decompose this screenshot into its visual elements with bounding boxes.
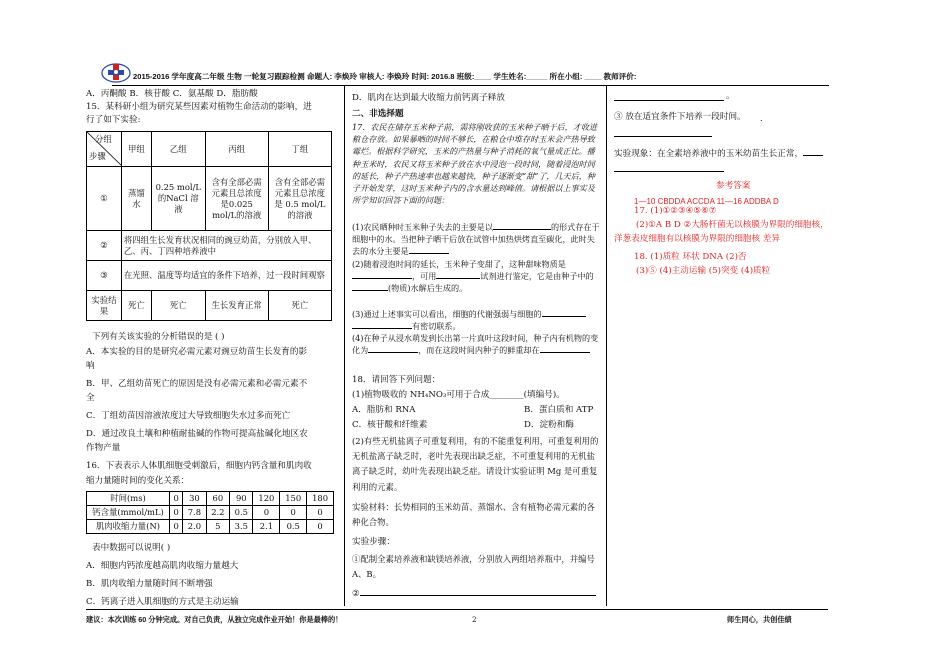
q17-part2-text: ，可用 (412, 271, 437, 282)
footer-rule (86, 609, 828, 610)
answer-blank[interactable] (540, 352, 590, 353)
q17-part1-text: 的形式存在于细胞中的水。当把种子晒干后放在试管中加热烘烤直至碳化，此时失去的水分主要是 (352, 222, 600, 257)
answer-blank[interactable] (409, 253, 449, 254)
q18-option-b: B．蛋白质和 ATP (524, 405, 594, 415)
answer-blank[interactable] (614, 100, 724, 101)
t16-cell: 0 (170, 492, 183, 506)
t16-cell: 0.5 (280, 520, 307, 534)
t16-cell: 0.5 (230, 506, 253, 520)
t16-row-label: 时间(ms) (87, 492, 170, 506)
table-corner-cell (87, 132, 122, 167)
column-divider-2 (606, 86, 607, 606)
table-cell: 死亡 (121, 291, 151, 321)
q16-option-d: D．肌肉在达到最大收缩力前钙离子释放 (352, 93, 505, 103)
answer-blank[interactable] (614, 171, 724, 172)
answer-blank[interactable] (360, 595, 596, 596)
q18-option-a: A．脂肪和 RNA (352, 405, 416, 415)
t16-cell: 0 (307, 520, 334, 534)
t16-cell: 2.1 (253, 520, 280, 534)
q16-option-a: A．细胞内钙浓度越高肌肉收缩力量越大 (86, 561, 239, 571)
corner-top-label: 分组 (95, 134, 112, 144)
phenomenon-label: 实验现象：在全素培养液中的玉米幼苗生长正常， (614, 149, 804, 159)
phenomenon-text (614, 148, 823, 161)
q18-step2 (352, 588, 596, 601)
answer-blank[interactable] (352, 290, 388, 291)
answer-blank[interactable] (352, 278, 412, 279)
q17-part2-text: (物质)水解后生成的。 (388, 283, 468, 294)
q15-option-d: D．通过改良土壤和种植耐盐碱的作物可提高盐碱化地区农 (86, 429, 308, 439)
table-cell: 0.25 mol/L 的NaCl 溶液 (151, 167, 205, 231)
q17-part2-text: 试剂进行鉴定，它是由种子中的 (480, 271, 594, 282)
table-row-label: 实验结果 (87, 291, 122, 321)
corner-bottom-label: 步骤 (89, 151, 106, 161)
q15-option-a: 响 (86, 361, 95, 371)
table-cell: 在光照、温度等均适宜的条件下培养，过一段时间观察 (121, 261, 331, 291)
q17-part4-text: ，而在这段时间内种子的鲜重却在 (418, 345, 540, 356)
table-row-label: ② (87, 231, 122, 261)
q16-question: 表中数据可以说明( ) (92, 543, 171, 553)
q15-option-c: C．丁组幼苗因溶液浓度过大导致细胞失水过多而死亡 (86, 411, 291, 421)
table-row-label: ③ (87, 261, 122, 291)
t16-cell: 60 (206, 492, 229, 506)
answer-key-line: 1—10 CBDDA ACCDA 11—16 ADDBA D (634, 197, 779, 206)
t16-row-label: 钙含量(mmol/mL) (87, 506, 170, 520)
step3-text: ③ 放在适宜条件下培养一段时间。 (614, 112, 746, 122)
column-divider-1 (344, 86, 345, 606)
q17-paragraph: 17．农民在储存玉米种子前，需将刚收获的玉米种子晒干后，才收进粮仓存放。如果暴晒的时间不够长，在粮仓中堆存时玉米会产热导致霉烂。根据科学研究，玉米的产热量与种子消耗的氧气量成正比。播种玉米时，农民又将玉米种子放在水中浸泡一段时间，随着浸泡时间的延长，种子产热速率也越来越快，种子逐渐变“甜”了，几天后，种子开始发芽，这时玉米种子内的含水量达到峰值。请根据以上事实及所学知识回答下面的问题： (352, 122, 598, 206)
answer-blank[interactable] (542, 316, 586, 317)
q17-part4-text: (4)在种子从浸水萌发到长出第一片真叶这段时间，种子内有机物的变化为 (352, 333, 599, 356)
q17-part3-text: (3)通过上述事实可以看出，细胞的代谢强弱与细胞的 (352, 309, 542, 319)
q15-question: 下列有关该实验的分析错误的是 ( ) (92, 332, 225, 342)
table-row-label: ① (87, 167, 122, 231)
t16-cell: 0 (253, 506, 280, 520)
q17-part1-text: (1)农民晒种时玉米种子失去的主要是以 (352, 222, 493, 232)
school-logo (100, 60, 132, 84)
footer-motto: 师生同心，共创佳绩 (727, 615, 792, 624)
t16-cell: 2.0 (183, 520, 206, 534)
answer-key-line: 洋葱表皮细胞有以核膜为界限的细胞核 差异 (614, 234, 781, 244)
table-header-cell: 乙组 (151, 132, 205, 167)
answer-blank[interactable] (493, 229, 551, 230)
q18-materials: 实验材料：长势相同的玉米幼苗、蒸馏水、含有植物必需元素的各种化合物。 (352, 502, 595, 528)
section-title: 二、非选择题 (352, 109, 404, 119)
t16-cell: 0 (170, 506, 183, 520)
q15-stem: 15．某科研小组为研究某些因素对植物生命活动的影响，进 (86, 102, 312, 112)
table-cell: 将四组生长发育状况相同的豌豆幼苗，分别放入甲、乙、丙、丁四种培养液中 (121, 231, 331, 261)
t16-cell: 0 (170, 520, 183, 534)
q17-part2 (352, 258, 600, 295)
q18-step1: ①配制全素培养液和缺镁培养液，分别放入两组培养瓶中，并编号 A、B。 (352, 554, 595, 580)
q15-option-b: 全 (86, 393, 95, 403)
answer-blank[interactable] (352, 328, 412, 329)
q14-options: A．丙酮酸 B．核苷酸 C．氨基酸 D．脂肪酸 (86, 89, 258, 99)
q16-stem: 16．下表表示人体肌细胞受刺激后，细胞内钙含量和肌肉收 (86, 461, 312, 471)
t16-cell: 150 (280, 492, 307, 506)
q17-part3-text: 有密切联系。 (412, 321, 461, 332)
step3-mark: . (760, 114, 763, 124)
t16-cell: 120 (253, 492, 280, 506)
t16-cell: 180 (307, 492, 334, 506)
q17-part3 (352, 308, 600, 332)
q16-stem: 缩力量随时间的变化关系： (86, 476, 190, 486)
table-cell: 死亡 (268, 291, 331, 321)
t16-cell: 0 (307, 506, 334, 520)
table-cell: 含有全部必需元素且总浓度是0.025 mol/L的溶液 (205, 167, 268, 231)
q17-part2-text: (2)随着浸泡时间的延长，玉米种子变甜了，这种甜味物质是 (352, 259, 566, 269)
table-header-cell: 丁组 (268, 132, 331, 167)
answer-key-line: (3)⑤ (4)主动运输 (5)突变 (4)质粒 (636, 266, 771, 276)
q15-option-a: A．本实验的目的是研究必需元素对豌豆幼苗生长发育的影 (86, 347, 308, 357)
answer-blank[interactable] (436, 278, 480, 279)
answer-blank[interactable] (614, 136, 712, 137)
t16-row-label: 肌肉收缩力量(N) (87, 520, 170, 534)
header-rule (112, 85, 829, 86)
table-header-cell: 丙组 (205, 132, 268, 167)
table-cell: 含有全部必需元素且总浓度是 0.5 mol/L 的溶液 (268, 167, 331, 231)
table-cell: 死亡 (151, 291, 205, 321)
t16-cell: 30 (183, 492, 206, 506)
q18-option-d: D．淀粉和酶 (524, 420, 574, 430)
table-header-cell: 甲组 (121, 132, 151, 167)
page-header-title: 2015-2016 学年度高二年级 生物 一轮复习跟踪检测 命题人: 李焕玲 审核人: 李焕玲 时间: 2016.8 班级:____ 学生姓名:_____ 所在小组: ____ 教师评价: (133, 72, 637, 81)
t16-cell: 90 (230, 492, 253, 506)
t16-cell: 2.2 (206, 506, 229, 520)
page-number: 2 (472, 615, 477, 624)
q18-part2: (2)有些无机盐离子可重复利用，有的不能重复利用，可重复利用的无机盐离子缺乏时，老叶先表现出缺乏症，不可重复利用的无机盐离子缺乏时，幼叶先表现出缺乏症。请设计实验证明 Mg 是可重复利用的元素。 (352, 436, 599, 492)
q18-option-c: C．核苷酸和纤维素 (352, 420, 428, 430)
q17-part4 (352, 332, 600, 356)
answer-key-line: (2)①A B D ②大肠杆菌无以核膜为界限的细胞核， (636, 220, 829, 230)
q18-steps-title: 实验步骤： (352, 537, 395, 547)
answer-key-title: 参考答案 (716, 181, 751, 191)
footer-advice: 建议：本次训练 60 分钟完成。对自己负责，从独立完成作业开始！你是最棒的！ (86, 615, 343, 624)
answer-key-line: 18. (1)质粒 环状 DNA (2)否 (634, 252, 747, 262)
q16-option-c: C．钙离子进入肌细胞的方式是主动运输 (86, 597, 239, 607)
q18-stem: 18．请回答下列问题： (352, 375, 441, 385)
experiment-table (86, 131, 332, 321)
q15-option-b: B．甲、乙组幼苗死亡的原因是没有必需元素和必需元素不 (86, 379, 308, 389)
table-cell: 蒸馏水 (121, 167, 151, 231)
t16-cell: 5 (206, 520, 229, 534)
answer-blank[interactable] (803, 155, 823, 156)
q15-option-d: 作物产量 (86, 443, 121, 453)
q18-part1: (1)植物吸收的 NH₄NO₃可用于合成________(填编号)。 (352, 390, 565, 400)
table-cell: 生长发育正常 (205, 291, 268, 321)
q17-part1 (352, 221, 600, 258)
t16-cell: 3.5 (230, 520, 253, 534)
t16-cell: 7.8 (183, 506, 206, 520)
q18-step2-label: ② (352, 589, 360, 599)
calcium-table (86, 491, 334, 534)
answer-key-line: 17. (1)①②③④⑤⑥⑦ (634, 206, 717, 216)
t16-cell: 0 (280, 506, 307, 520)
q16-option-b: B．肌肉收缩力量随时间不断增强 (86, 579, 213, 589)
blank-period: 。 (726, 91, 735, 101)
q15-stem: 行了如下实验: (86, 115, 141, 125)
answer-blank[interactable] (368, 352, 418, 353)
